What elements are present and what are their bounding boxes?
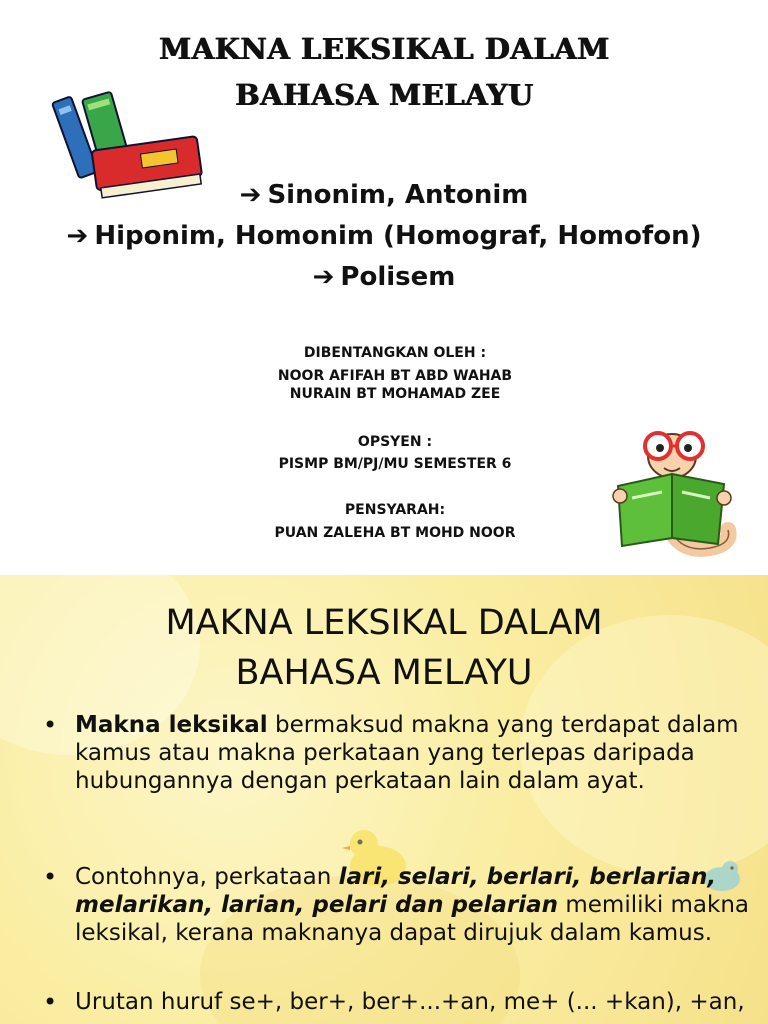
term-bold: Makna leksikal: [75, 712, 268, 738]
presented-by-label: DIBENTANGKAN OLEH :: [303, 345, 487, 361]
slide1-title-line1: MAKNA LEKSIKAL DALAM: [158, 32, 610, 66]
bullet-icon: •: [43, 711, 58, 739]
option-value: PISMP BM/PJ/MU SEMESTER 6: [278, 456, 512, 472]
arrow-icon: ➔: [312, 262, 335, 292]
topic-synonym-antonym: [0, 180, 768, 210]
lecturer-name: PUAN ZALEHA BT MOHD NOOR: [274, 525, 516, 541]
option-label: OPSYEN :: [357, 434, 433, 450]
bullet-icon: •: [43, 988, 58, 1016]
arrow-icon: ➔: [66, 221, 89, 251]
bookworm-illustration: [610, 418, 738, 558]
topic-text: Sinonim, Antonim: [267, 180, 529, 210]
arrow-icon: ➔: [239, 180, 262, 210]
slide2-title-line1: MAKNA LEKSIKAL DALAM: [165, 603, 603, 643]
presenter-name: NOOR AFIFAH BT ABD WAHAB: [277, 368, 513, 384]
topic-hyponym-homonym: [0, 221, 768, 251]
lecturer-label: PENSYARAH:: [344, 502, 446, 518]
bullet-definition: [43, 711, 755, 795]
topic-text: Hiponim, Homonim (Homograf, Homofon): [94, 221, 702, 251]
bullet-icon: •: [43, 863, 58, 891]
presenter-name: NURAIN BT MOHAMAD ZEE: [289, 386, 501, 402]
slide1-title-line2: BAHASA MELAYU: [234, 78, 534, 112]
example-lead: Contohnya, perkataan: [75, 864, 339, 890]
affix-text: Urutan huruf se+, ber+, ber+...+an, me+ (... +kan), +an,: [75, 989, 745, 1015]
bullet-example: [43, 863, 755, 947]
definition-text: bermaksud makna yang terdapat dalam kamus atau makna perkataan yang terlepas daripada hubungannya dengan perkataan lain dalam ayat.: [75, 712, 739, 794]
example-rest: memiliki makna leksikal, kerana maknanya dapat dirujuk dalam kamus.: [75, 892, 750, 946]
bullet-affixes: [43, 988, 755, 1016]
topic-polysemy: [0, 262, 768, 292]
slide2-title-line2: BAHASA MELAYU: [235, 653, 533, 693]
topic-text: Polisem: [340, 262, 456, 292]
example-words: lari, selari, berlari, berlarian, melarikan, larian, pelari dan pelarian: [75, 864, 717, 918]
